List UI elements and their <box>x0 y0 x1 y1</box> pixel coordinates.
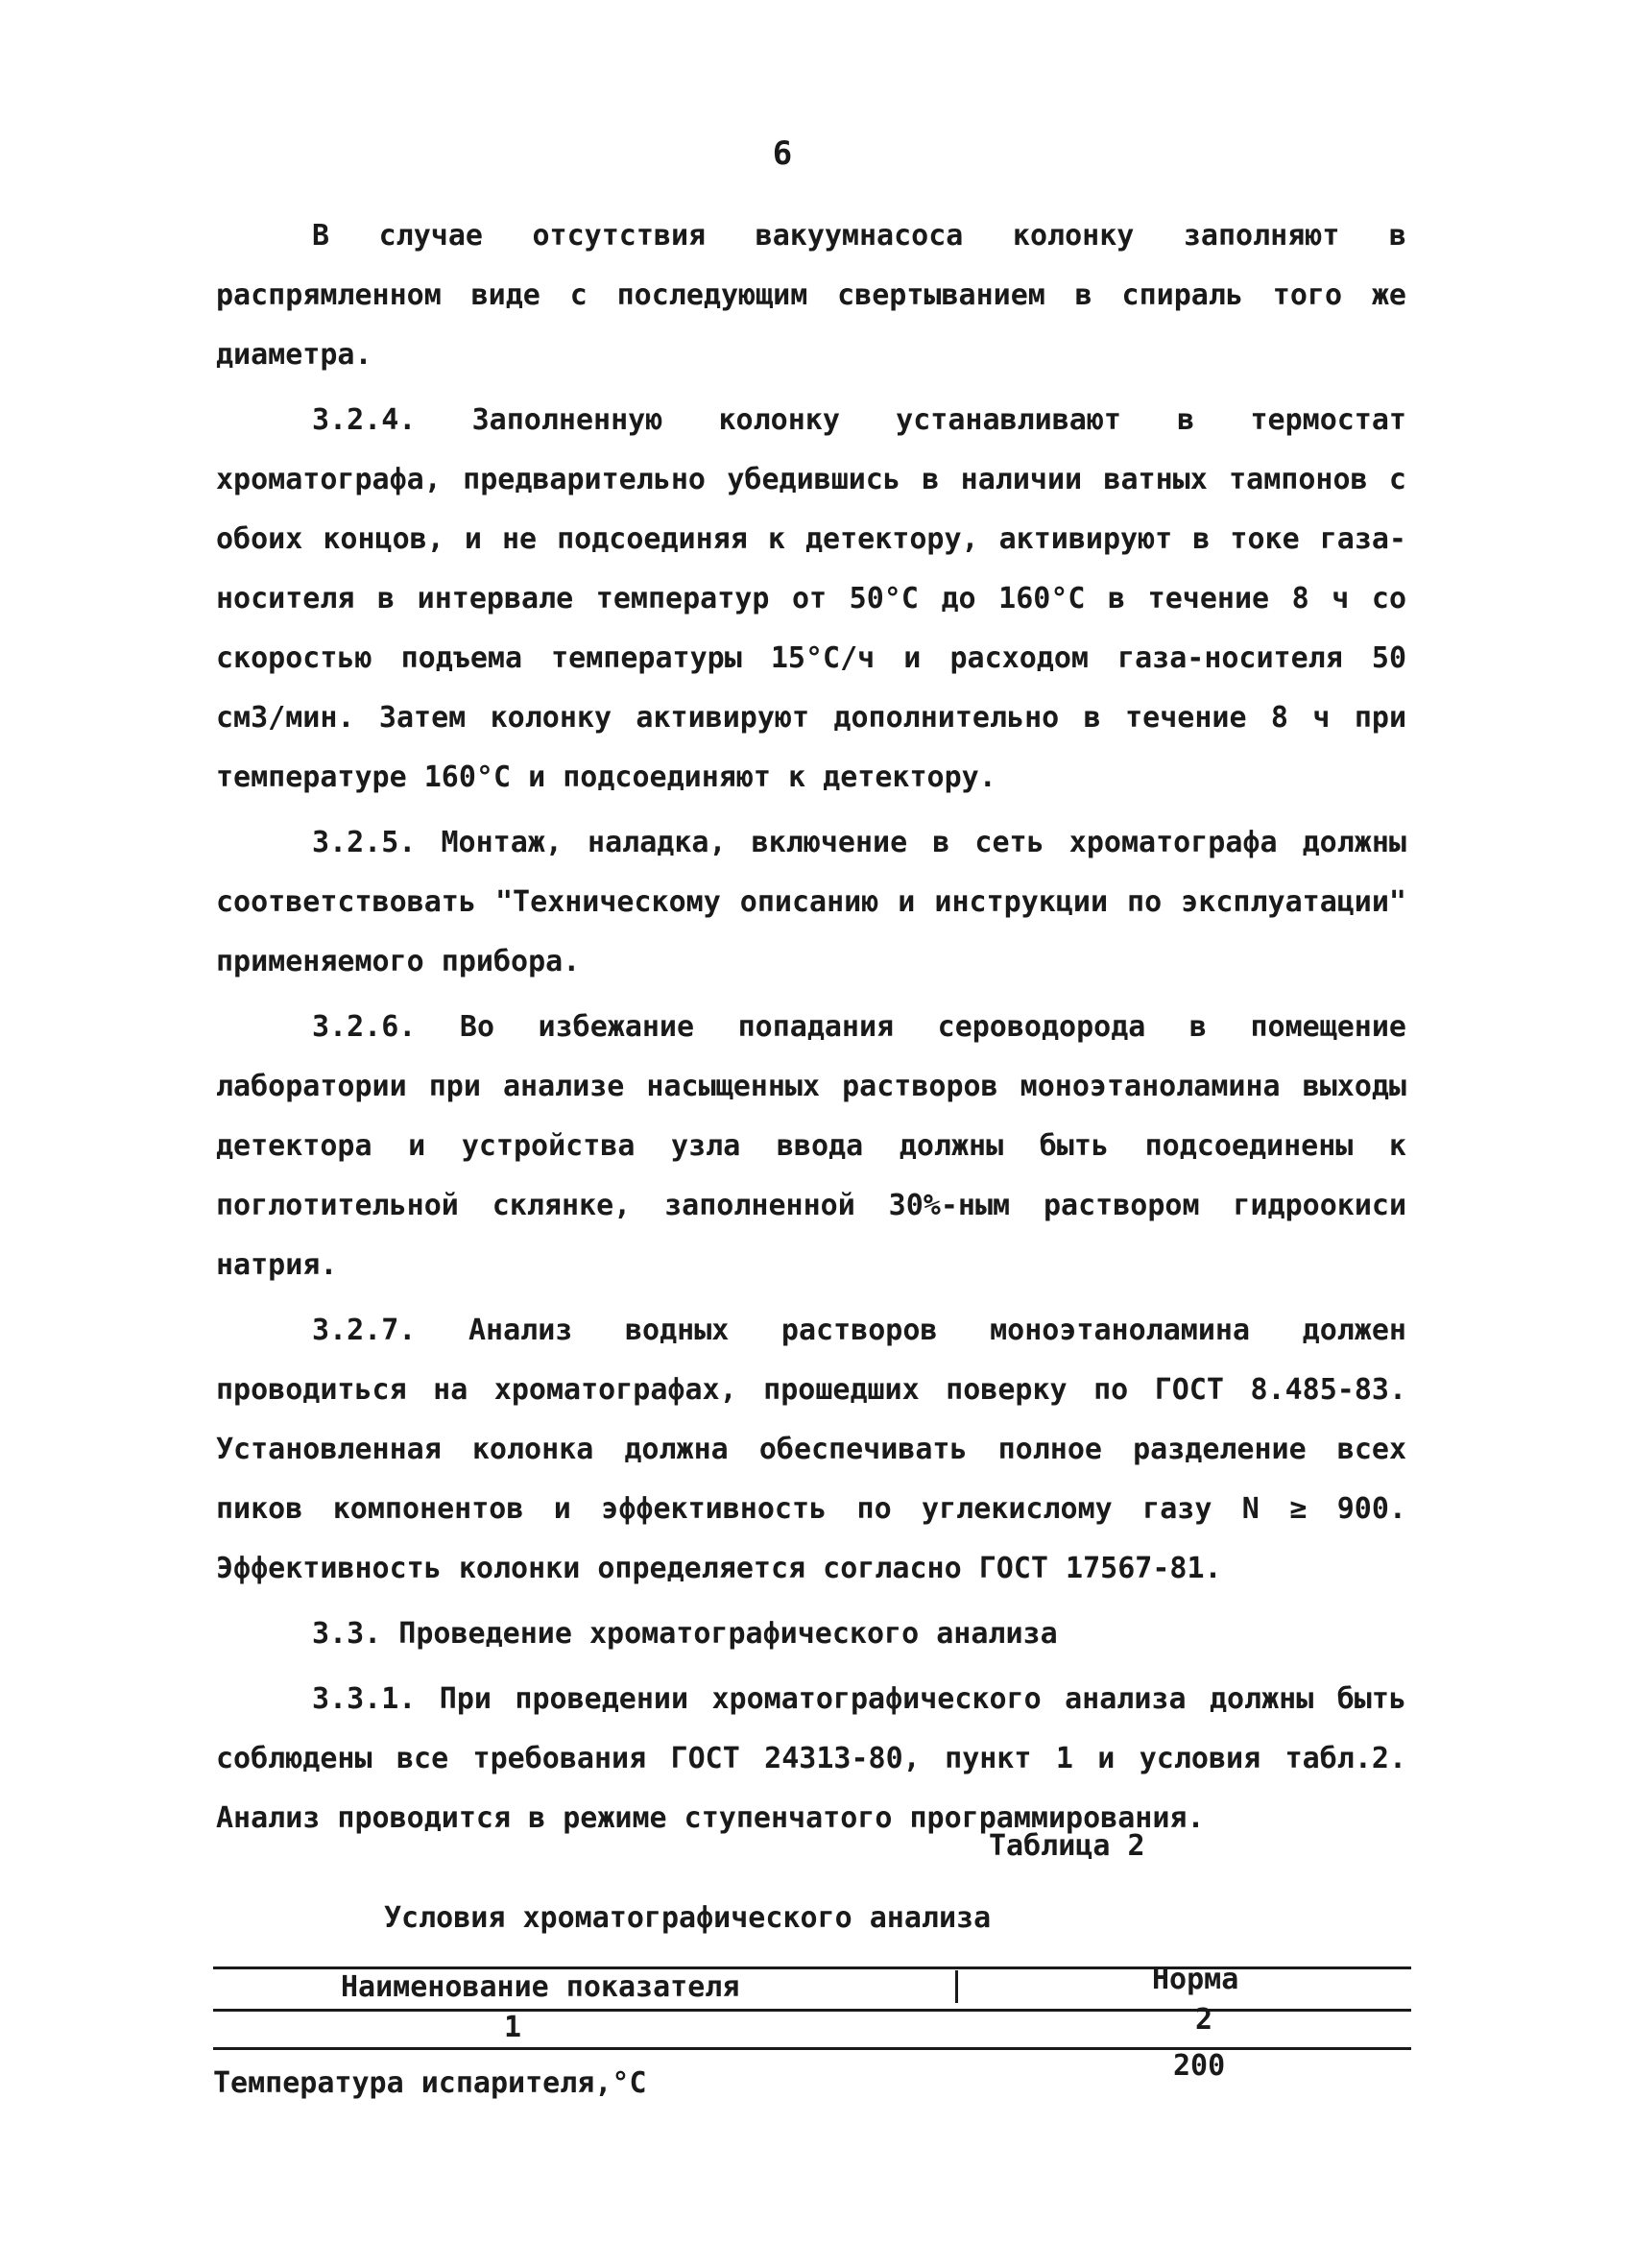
table-colnum-1: 1 <box>504 2011 522 2044</box>
section-heading: 3.3. Проведение хроматографического анализа <box>312 1617 1058 1651</box>
body-text <box>216 206 1406 1854</box>
table-numbers-rule <box>213 2047 1411 2050</box>
table-column-separator <box>955 1970 958 2003</box>
paragraph: 3.2.6. Во избежание попадания сероводорода в помещение лаборатории при анализе насыщенных растворов моноэтаноламина выходы детектора и устройства узла ввода должны быть подсоединены к поглотительной склянке, заполненной 30%-ным раствором гидроокиси натрия. <box>216 1010 1406 1282</box>
paragraph: 3.2.7. Анализ водных растворов моноэтаноламина должен проводиться на хроматографах, прошедших поверку по ГОСТ 8.485-83. Установленная колонка должна обеспечивать полное разделение всех пиков компонентов и эффективность по углекислому газу N ≥ 900. Эффективность колонки определяется согласно ГОСТ 17567-81. <box>216 1314 1406 1585</box>
table-header-rule <box>213 2009 1411 2012</box>
table-number: Таблица 2 <box>989 1829 1145 1863</box>
table-header-norm: Норма <box>1152 1963 1239 1996</box>
table-title: Условия хроматографического анализа <box>384 1901 992 1935</box>
table-row-name: Температура испарителя,°С <box>213 2066 647 2100</box>
table-colnum-2: 2 <box>1195 2003 1213 2037</box>
table-header-name: Наименование показателя <box>341 1970 740 2004</box>
paragraph: 3.2.4. Заполненную колонку устанавливают в термостат хроматографа, предварительно убедившись в наличии ватных тампонов с обоих концов, и не подсоединяя к детектору, активируют в токе газа-носителя в интервале температур от 50°С до 160°С в течение 8 ч со скоростью подъема температуры 15°С/ч и расходом газа-носителя 50 см3/мин. Затем колонку активируют дополнительно в течение 8 ч при температуре 160°С и подсоединяют к детектору. <box>216 403 1406 794</box>
page-number: 6 <box>772 134 793 173</box>
paragraph: 3.3.1. При проведении хроматографического анализа должны быть соблюдены все требования ГОСТ 24313-80, пункт 1 и условия табл.2. Анализ проводится в режиме ступенчатого программирования. <box>216 1682 1406 1835</box>
paragraph: В случае отсутствия вакуумнасоса колонку заполняют в распрямленном виде с последующим свертыванием в спираль того же диаметра. <box>216 219 1406 372</box>
table-row-value: 200 <box>1173 2049 1226 2083</box>
paragraph: 3.2.5. Монтаж, наладка, включение в сеть хроматографа должны соответствовать "Техническому описанию и инструкции по эксплуатации" применяемого прибора. <box>216 826 1406 978</box>
